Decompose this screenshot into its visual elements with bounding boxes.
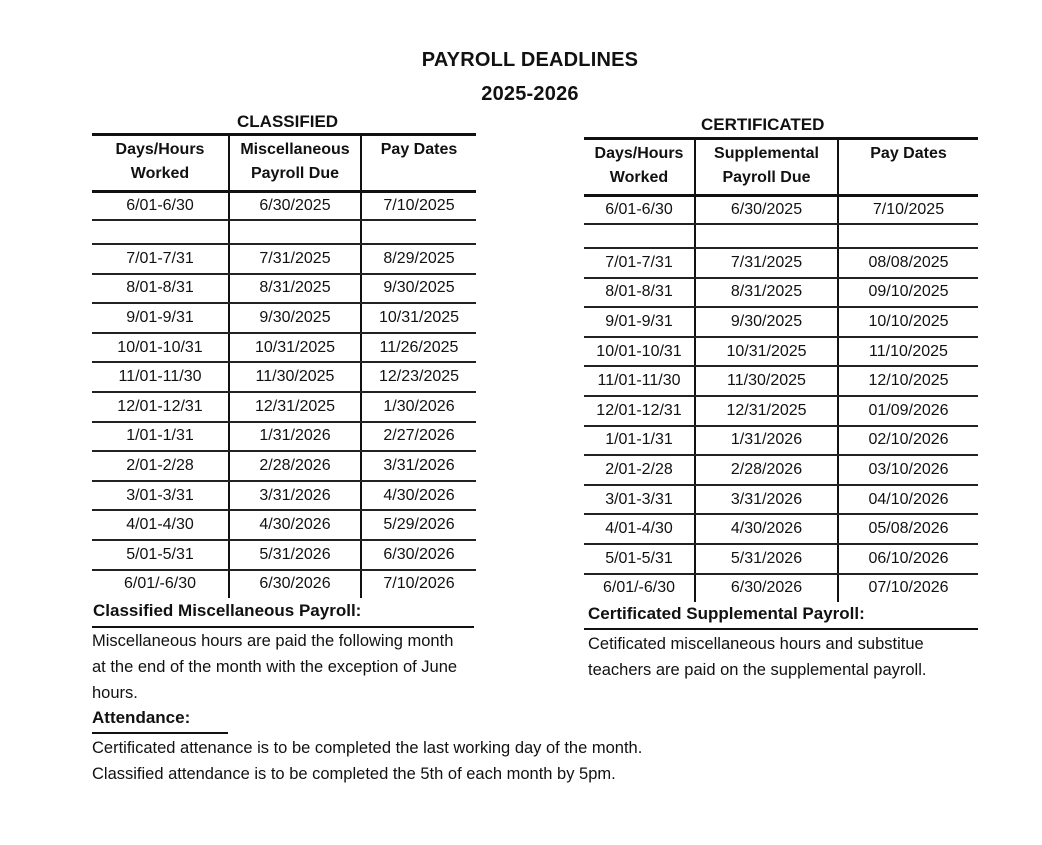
payroll-due-cell: 7/31/2025 <box>229 244 361 274</box>
pay-dates-header <box>838 139 978 196</box>
days-worked-cell <box>584 224 695 248</box>
table-row <box>92 481 476 511</box>
days-worked-cell: 11/01-11/30 <box>92 362 229 392</box>
table-row <box>92 192 476 221</box>
pay-date-cell: 7/10/2025 <box>838 196 978 225</box>
days-worked-cell: 10/01-10/31 <box>92 333 229 363</box>
header-line: Worked <box>130 165 190 182</box>
table-row <box>584 485 978 515</box>
days-worked-cell: 1/01-1/31 <box>584 426 695 456</box>
certificated-supp-payroll-text <box>588 631 1008 683</box>
pay-date-cell: 7/10/2025 <box>361 192 476 221</box>
pay-date-cell: 05/08/2026 <box>838 514 978 544</box>
table-header-row <box>584 139 978 196</box>
header-line: Days/Hours <box>115 141 205 158</box>
header-line: Days/Hours <box>594 145 684 162</box>
pay-date-cell: 11/26/2025 <box>361 333 476 363</box>
pay-date-cell: 04/10/2026 <box>838 485 978 515</box>
days-hours-worked-header <box>92 135 229 192</box>
days-worked-cell: 4/01-4/30 <box>92 510 229 540</box>
days-worked-cell: 3/01-3/31 <box>584 485 695 515</box>
pay-date-cell: 2/27/2026 <box>361 422 476 452</box>
table-row <box>584 455 978 485</box>
header-line: Supplemental <box>714 145 819 162</box>
payroll-due-cell: 5/31/2026 <box>229 540 361 570</box>
table-row <box>584 514 978 544</box>
days-worked-cell: 8/01-8/31 <box>92 274 229 304</box>
days-worked-cell: 2/01-2/28 <box>92 451 229 481</box>
note-line: Cetificated miscellaneous hours and substitue <box>588 635 924 653</box>
classified-misc-payroll-heading: Classified Miscellaneous Payroll: <box>93 601 362 620</box>
divider <box>584 628 978 630</box>
pay-date-cell: 03/10/2026 <box>838 455 978 485</box>
payroll-due-cell: 7/31/2025 <box>695 248 838 278</box>
school-year: 2025-2026 <box>481 83 579 105</box>
table-row <box>92 220 476 244</box>
payroll-due-cell: 11/30/2025 <box>695 366 838 396</box>
header-line: Payroll Due <box>722 169 811 186</box>
attendance-text <box>92 735 852 787</box>
days-worked-cell: 5/01-5/31 <box>92 540 229 570</box>
table-header-row <box>92 135 476 192</box>
pay-date-cell: 10/10/2025 <box>838 307 978 337</box>
pay-date-cell: 11/10/2025 <box>838 337 978 367</box>
days-worked-cell: 12/01-12/31 <box>584 396 695 426</box>
payroll-due-cell <box>695 224 838 248</box>
payroll-due-cell: 9/30/2025 <box>229 303 361 333</box>
payroll-due-cell: 1/31/2026 <box>695 426 838 456</box>
pay-date-cell: 8/29/2025 <box>361 244 476 274</box>
table-row <box>584 574 978 603</box>
pay-date-cell: 08/08/2025 <box>838 248 978 278</box>
payroll-due-cell: 11/30/2025 <box>229 362 361 392</box>
header-line: Pay Dates <box>380 141 458 158</box>
days-worked-cell: 6/01-6/30 <box>584 196 695 225</box>
payroll-due-cell: 6/30/2025 <box>695 196 838 225</box>
table-row <box>92 570 476 599</box>
days-worked-cell: 9/01-9/31 <box>92 303 229 333</box>
attendance-heading: Attendance: <box>92 708 191 727</box>
pay-date-cell: 12/10/2025 <box>838 366 978 396</box>
pay-date-cell: 1/30/2026 <box>361 392 476 422</box>
days-hours-worked-header <box>584 139 695 196</box>
days-worked-cell: 7/01-7/31 <box>92 244 229 274</box>
pay-date-cell <box>361 220 476 244</box>
days-worked-cell: 7/01-7/31 <box>584 248 695 278</box>
payroll-due-cell: 12/31/2025 <box>229 392 361 422</box>
pay-date-cell: 09/10/2025 <box>838 278 978 308</box>
table-row <box>92 303 476 333</box>
pay-date-cell: 4/30/2026 <box>361 481 476 511</box>
pay-date-cell: 07/10/2026 <box>868 579 949 597</box>
pay-date-cell: 6/30/2026 <box>361 540 476 570</box>
table-row <box>584 307 978 337</box>
divider <box>92 732 228 734</box>
pay-date-cell: 3/31/2026 <box>361 451 476 481</box>
note-line: Certificated attenance is to be completed the last working day of the month. <box>92 739 643 757</box>
pay-date-cell <box>838 224 978 248</box>
note-line: teachers are paid on the supplemental payroll. <box>588 661 927 679</box>
table-row <box>584 248 978 278</box>
days-worked-cell: 1/01-1/31 <box>92 422 229 452</box>
table-row <box>584 224 978 248</box>
header-line: Worked <box>609 169 669 186</box>
table-row <box>92 451 476 481</box>
note-line: hours. <box>92 684 138 702</box>
certificated-supp-payroll-heading: Certificated Supplemental Payroll: <box>588 604 865 623</box>
payroll-due-cell: 2/28/2026 <box>229 451 361 481</box>
payroll-due-cell: 8/31/2025 <box>229 274 361 304</box>
classified-schedule-table <box>92 133 476 598</box>
table-row <box>92 422 476 452</box>
payroll-due-cell: 12/31/2025 <box>695 396 838 426</box>
header-line: Pay Dates <box>870 145 947 162</box>
payroll-due-cell: 10/31/2025 <box>229 333 361 363</box>
table-row <box>92 540 476 570</box>
payroll-due-cell: 9/30/2025 <box>695 307 838 337</box>
payroll-due-cell: 4/30/2026 <box>229 510 361 540</box>
days-worked-cell: 6/01-6/30 <box>92 192 229 221</box>
payroll-due-cell: 6/30/2026 <box>695 574 838 603</box>
table-row <box>584 278 978 308</box>
pay-date-cell: 01/09/2026 <box>838 396 978 426</box>
payroll-due-header <box>695 139 838 196</box>
table-row <box>92 244 476 274</box>
classified-misc-payroll-text <box>92 628 512 706</box>
payroll-due-cell: 10/31/2025 <box>695 337 838 367</box>
payroll-due-cell: 3/31/2026 <box>229 481 361 511</box>
days-worked-cell <box>92 220 229 244</box>
pay-date-cell: 12/23/2025 <box>361 362 476 392</box>
days-worked-cell: 2/01-2/28 <box>584 455 695 485</box>
payroll-due-cell: 2/28/2026 <box>695 455 838 485</box>
table-row <box>584 426 978 456</box>
table-row <box>584 396 978 426</box>
table-row <box>92 333 476 363</box>
payroll-due-cell: 6/30/2025 <box>229 192 361 221</box>
days-worked-cell: 8/01-8/31 <box>584 278 695 308</box>
pay-date-cell: 02/10/2026 <box>838 426 978 456</box>
certificated-schedule-table <box>584 137 978 602</box>
days-worked-cell: 9/01-9/31 <box>584 307 695 337</box>
payroll-due-cell: 5/31/2026 <box>695 544 838 574</box>
days-worked-cell: 6/01/-6/30 <box>602 579 676 597</box>
days-worked-cell: 11/01-11/30 <box>584 366 695 396</box>
pay-date-cell: 7/10/2026 <box>383 575 455 593</box>
payroll-due-cell: 3/31/2026 <box>695 485 838 515</box>
pay-dates-header <box>361 135 476 192</box>
payroll-due-cell: 6/30/2026 <box>229 570 361 599</box>
note-line: Classified attendance is to be completed the 5th of each month by 5pm. <box>92 765 616 783</box>
days-worked-cell: 3/01-3/31 <box>92 481 229 511</box>
pay-date-cell: 5/29/2026 <box>361 510 476 540</box>
days-worked-cell: 5/01-5/31 <box>584 544 695 574</box>
page-title: PAYROLL DEADLINES <box>421 49 639 71</box>
table-row <box>92 362 476 392</box>
table-row <box>92 510 476 540</box>
payroll-due-cell: 8/31/2025 <box>695 278 838 308</box>
payroll-due-cell: 4/30/2026 <box>695 514 838 544</box>
table-row <box>584 366 978 396</box>
payroll-due-header <box>229 135 361 192</box>
note-line: Miscellaneous hours are paid the following month <box>92 632 454 650</box>
table-row <box>584 196 978 225</box>
days-worked-cell: 12/01-12/31 <box>92 392 229 422</box>
classified-section-label: CLASSIFIED <box>237 112 339 131</box>
header-line: Payroll Due <box>250 165 340 182</box>
header-line: Miscellaneous <box>240 141 350 158</box>
days-worked-cell: 10/01-10/31 <box>584 337 695 367</box>
pay-date-cell: 9/30/2025 <box>361 274 476 304</box>
table-row <box>584 544 978 574</box>
certificated-section-label: CERTIFICATED <box>701 115 825 134</box>
payroll-due-cell: 1/31/2026 <box>229 422 361 452</box>
table-row <box>92 392 476 422</box>
table-row <box>584 337 978 367</box>
pay-date-cell: 06/10/2026 <box>838 544 978 574</box>
table-row <box>92 274 476 304</box>
pay-date-cell: 10/31/2025 <box>361 303 476 333</box>
payroll-due-cell <box>229 220 361 244</box>
days-worked-cell: 6/01/-6/30 <box>123 575 197 593</box>
note-line: at the end of the month with the exception of June <box>92 658 458 676</box>
days-worked-cell: 4/01-4/30 <box>584 514 695 544</box>
